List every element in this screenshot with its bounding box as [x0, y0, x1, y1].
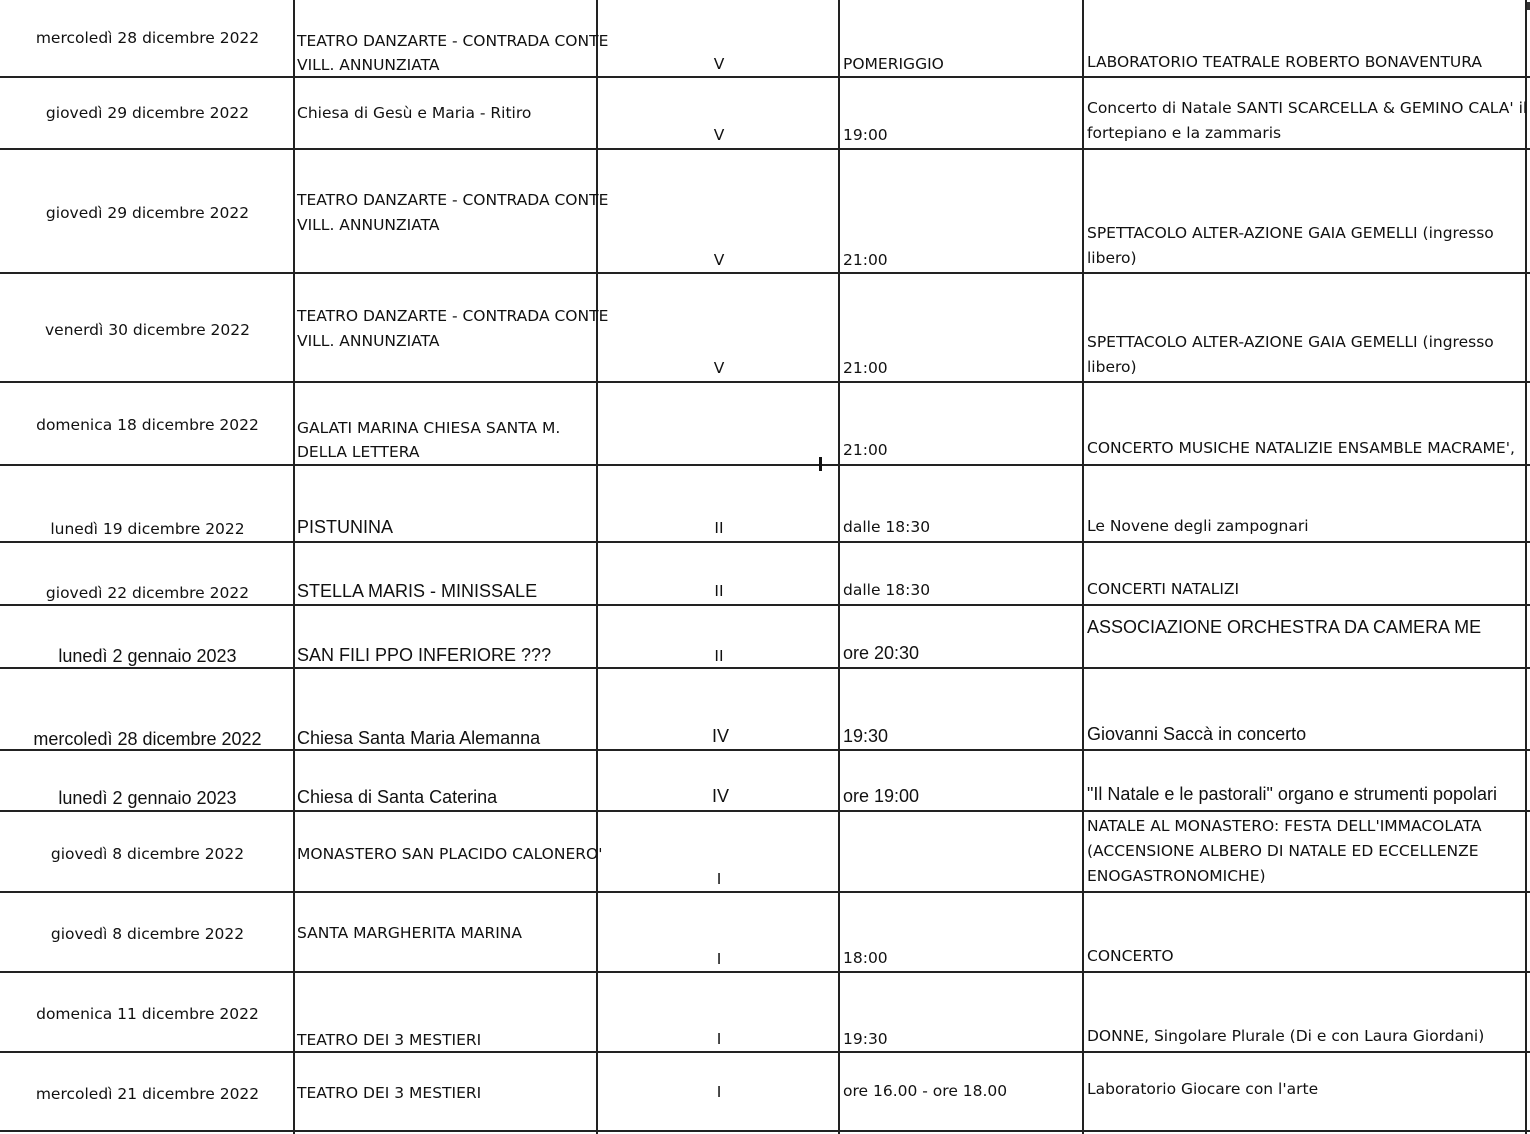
event-cell: LABORATORIO TEATRALE ROBERTO BONAVENTURA — [1087, 53, 1483, 71]
time-cell: 19:30 — [843, 1030, 888, 1048]
table-row — [0, 78, 1530, 148]
venue-cell: VILL. ANNUNZIATA — [297, 216, 440, 234]
date-cell: lunedì 2 gennaio 2023 — [58, 646, 237, 666]
time-cell: 18:00 — [843, 949, 888, 967]
event-cell: DONNE, Singolare Plurale (Di e con Laura Giordani) — [1087, 1027, 1485, 1045]
date-cell: venerdì 30 dicembre 2022 — [45, 321, 250, 339]
table-row — [0, 1053, 1530, 1130]
time-cell: 21:00 — [843, 359, 888, 377]
venue-cell: TEATRO DEI 3 MESTIERI — [297, 1084, 482, 1102]
venue-cell: MONASTERO SAN PLACIDO CALONERO' — [297, 845, 603, 863]
event-cell: Le Novene degli zampognari — [1087, 517, 1309, 535]
zone-cell: IV — [712, 726, 730, 746]
date-cell: lunedì 19 dicembre 2022 — [50, 520, 245, 538]
event-cell: libero) — [1087, 358, 1137, 376]
date-cell: domenica 11 dicembre 2022 — [36, 1005, 259, 1023]
zone-cell: I — [716, 1083, 722, 1101]
zone-cell: I — [716, 950, 722, 968]
zone-cell: II — [714, 519, 724, 537]
venue-cell: PISTUNINA — [297, 517, 394, 537]
table-row — [0, 150, 1530, 272]
event-cell: CONCERTI NATALIZI — [1087, 580, 1240, 598]
event-cell: Laboratorio Giocare con l'arte — [1087, 1080, 1319, 1098]
event-cell: (ACCENSIONE ALBERO DI NATALE ED ECCELLENZE — [1087, 842, 1479, 860]
time-cell: ore 16.00 - ore 18.00 — [843, 1082, 1008, 1100]
date-cell: giovedì 8 dicembre 2022 — [50, 845, 245, 863]
table-row — [0, 812, 1530, 891]
zone-cell: I — [716, 870, 722, 888]
event-cell: ASSOCIAZIONE ORCHESTRA DA CAMERA ME — [1087, 617, 1482, 637]
event-cell: fortepiano e la zammaris — [1087, 124, 1282, 142]
time-cell: dalle 18:30 — [843, 518, 931, 536]
event-cell: CONCERTO MUSICHE NATALIZIE ENSAMBLE MACRAME', — [1087, 439, 1515, 457]
time-cell: 21:00 — [843, 251, 888, 269]
time-cell: ore 19:00 — [843, 786, 920, 806]
venue-cell: STELLA MARIS - MINISSALE — [297, 581, 538, 601]
row-divider — [0, 1130, 1530, 1132]
zone-cell: II — [714, 647, 724, 665]
scan-mark — [819, 457, 822, 471]
date-cell: giovedì 8 dicembre 2022 — [50, 925, 245, 943]
time-cell: 21:00 — [843, 441, 888, 459]
zone-cell: V — [713, 251, 725, 269]
table-row — [0, 543, 1530, 604]
venue-cell: TEATRO DANZARTE - CONTRADA CONTE — [297, 307, 609, 325]
venue-cell: SANTA MARGHERITA MARINA — [297, 924, 522, 942]
table-row — [0, 751, 1530, 810]
event-cell: SPETTACOLO ALTER-AZIONE GAIA GEMELLI (ingresso — [1087, 224, 1494, 242]
venue-cell: Chiesa di Santa Caterina — [297, 787, 498, 807]
time-cell: POMERIGGIO — [843, 55, 944, 73]
table-row — [0, 669, 1530, 749]
event-cell: NATALE AL MONASTERO: FESTA DELL'IMMACOLATA — [1087, 817, 1482, 835]
time-cell: 19:30 — [843, 726, 889, 746]
date-cell: mercoledì 28 dicembre 2022 — [35, 29, 260, 47]
zone-cell: V — [713, 359, 725, 377]
date-cell: mercoledì 28 dicembre 2022 — [33, 729, 262, 749]
date-cell: domenica 18 dicembre 2022 — [36, 416, 259, 434]
table-row — [0, 893, 1530, 971]
venue-cell: VILL. ANNUNZIATA — [297, 332, 440, 350]
table-row — [0, 0, 1530, 76]
table-row — [0, 606, 1530, 667]
table-row — [0, 274, 1530, 381]
date-cell: lunedì 2 gennaio 2023 — [58, 788, 237, 808]
event-cell: Giovanni Saccà in concerto — [1087, 724, 1307, 744]
venue-cell: GALATI MARINA CHIESA SANTA M. — [297, 419, 561, 437]
venue-cell: DELLA LETTERA — [297, 443, 420, 461]
date-cell: giovedì 29 dicembre 2022 — [45, 104, 250, 122]
event-cell: Concerto di Natale SANTI SCARCELLA & GEMINO CALA' il — [1087, 99, 1528, 117]
table-row — [0, 383, 1530, 464]
event-cell: "Il Natale e le pastorali" organo e strumenti popolari — [1087, 784, 1498, 804]
zone-cell: V — [713, 126, 725, 144]
zone-cell: II — [714, 582, 724, 600]
date-cell: mercoledì 21 dicembre 2022 — [35, 1085, 260, 1103]
time-cell: 19:00 — [843, 126, 888, 144]
venue-cell: Chiesa di Gesù e Maria - Ritiro — [297, 104, 532, 122]
event-cell: CONCERTO — [1087, 947, 1174, 965]
venue-cell: VILL. ANNUNZIATA — [297, 56, 440, 74]
zone-cell: I — [716, 1030, 722, 1048]
venue-cell: TEATRO DANZARTE - CONTRADA CONTE — [297, 32, 609, 50]
venue-cell: Chiesa Santa Maria Alemanna — [297, 728, 541, 748]
time-cell: ore 20:30 — [843, 643, 920, 663]
event-cell: libero) — [1087, 249, 1137, 267]
time-cell: dalle 18:30 — [843, 581, 931, 599]
venue-cell: TEATRO DEI 3 MESTIERI — [297, 1031, 482, 1049]
zone-cell: V — [713, 55, 725, 73]
zone-cell: IV — [712, 786, 730, 806]
event-cell: SPETTACOLO ALTER-AZIONE GAIA GEMELLI (ingresso — [1087, 333, 1494, 351]
date-cell: giovedì 29 dicembre 2022 — [45, 204, 250, 222]
table-row — [0, 466, 1530, 541]
date-cell: giovedì 22 dicembre 2022 — [45, 584, 250, 602]
table-row — [0, 973, 1530, 1051]
venue-cell: SAN FILI PPO INFERIORE ??? — [297, 645, 552, 665]
venue-cell: TEATRO DANZARTE - CONTRADA CONTE — [297, 191, 609, 209]
event-cell: ENOGASTRONOMICHE) — [1087, 867, 1266, 885]
